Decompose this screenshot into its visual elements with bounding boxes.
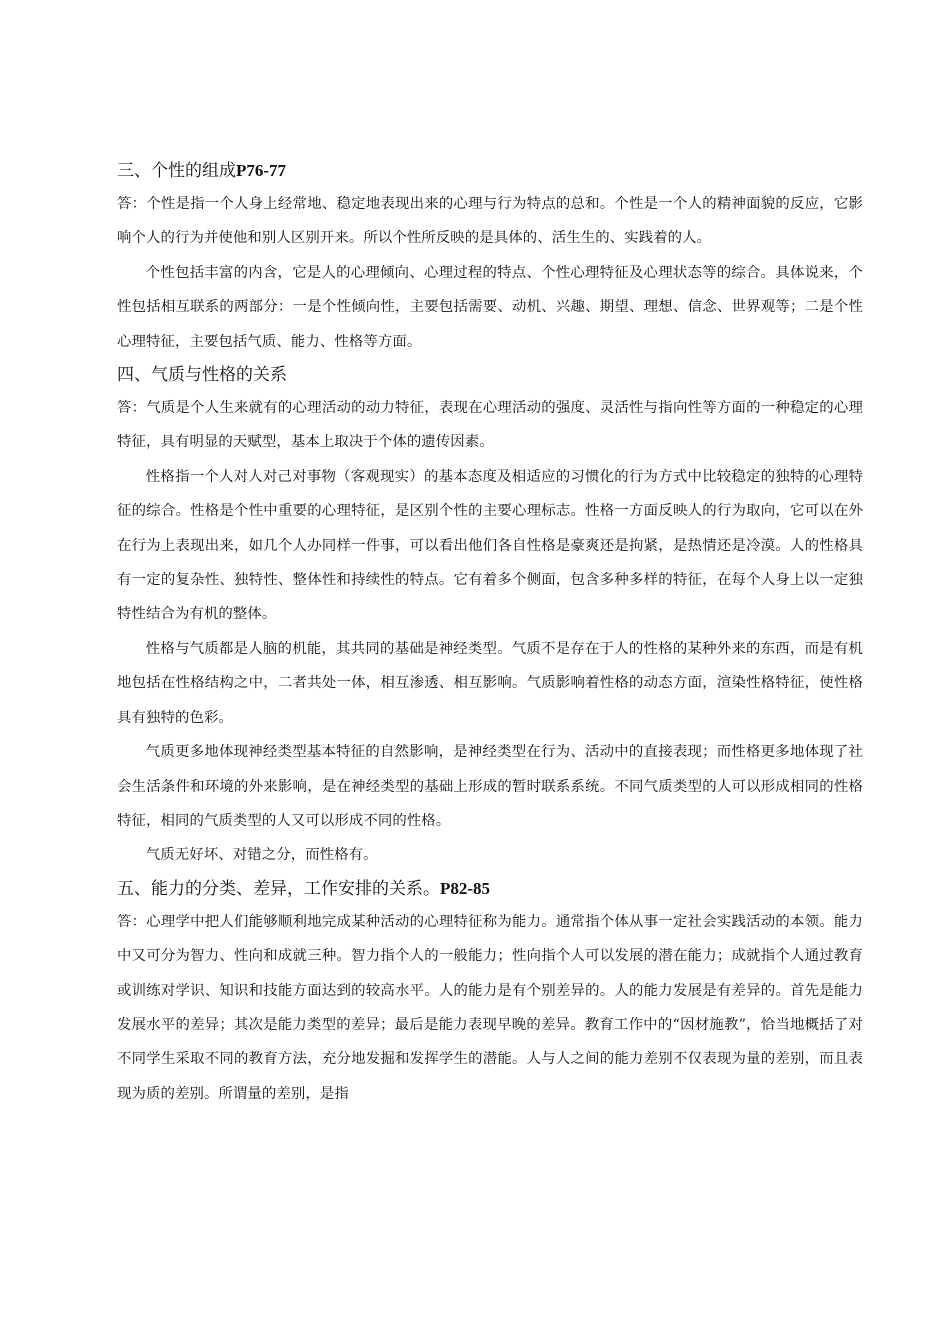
document-page <box>117 155 863 1111</box>
paragraph: 性格与气质都是人脑的机能，其共同的基础是神经类型。气质不是存在于人的性格的某种外来的东西，而是有机地包括在性格结构之中，二者共处一体，相互渗透、相互影响。气质影响着性格的动态方面，渲染性格特征，使性格具有独特的色彩。 <box>117 640 863 726</box>
heading-text: 五、能力的分类、差异，工作安排的关系。 <box>117 878 440 899</box>
paragraph: 答：个性是指一个人身上经常地、稳定地表现出来的心理与行为特点的总和。个性是一个人的精神面貌的反应，它影响个人的行为并使他和别人区别开来。所以个性所反映的是具体的、活生生的、实践着的人。 <box>117 196 863 247</box>
section-heading-temperament-character <box>117 359 863 391</box>
section-heading-ability <box>117 873 863 905</box>
paragraph: 答：气质是个人生来就有的心理活动的动力特征，表现在心理活动的强度、灵活性与指向性等方面的一种稳定的心理特征，具有明显的天赋型，基本上取决于个体的遗传因素。 <box>117 400 863 451</box>
paragraph: 气质更多地体现神经类型基本特征的自然影响，是神经类型在行为、活动中的直接表现；而性格更多地体现了社会生活条件和环境的外来影响，是在神经类型的基础上形成的暂时联系系统。不同气质类型的人可以形成相同的性格特征，相同的气质类型的人又可以形成不同的性格。 <box>117 744 863 829</box>
section-heading-personality-composition <box>117 155 863 187</box>
paragraph: 气质无好坏、对错之分，而性格有。 <box>145 847 378 864</box>
paragraph: 性格指一个人对人对己对事物（客观现实）的基本态度及相适应的习惯化的行为方式中比较稳定的独特的心理特征的综合。性格是个性中重要的心理特征，是区别个性的主要心理标志。性格一方面反映人的行为取向，它可以在外在行为上表现出来，如几个人办同样一件事，可以看出他们各自性格是豪爽还是拘紧，是热情还是冷漠。人的性格具有一定的复杂性、独特性、整体性和持续性的特点。它有着多个侧面，包含多种多样的特征，在每个人身上以一定独特性结合为有机的整体。 <box>117 468 863 623</box>
heading-text: 三、个性的组成 <box>117 161 236 181</box>
page-reference: P76-77 <box>236 161 287 180</box>
paragraph: 个性包括丰富的内含，它是人的心理倾向、心理过程的特点、个性心理特征及心理状态等的综合。具体说来，个性包括相互联系的两部分：一是个性倾向性，主要包括需要、动机、兴趣、期望、理想、信念、世界观等；二是个性心理特征，主要包括气质、能力、性格等方面。 <box>117 264 863 350</box>
page-reference: P82-85 <box>440 878 491 898</box>
heading-text: 四、气质与性格的关系 <box>117 365 287 386</box>
paragraph: 答：心理学中把人们能够顺利地完成某种活动的心理特征称为能力。通常指个体从事一定社会实践活动的本领。能力中又可分为智力、性向和成就三种。智力指个人的一般能力；性向指个人可以发展的潜在能力；成就指个人通过教育或训练对学识、知识和技能方面达到的较高水平。人的能力是有个别差异的。人的能力发展是有差异的。首先是能力发展水平的差异；其次是能力类型的差异；最后是能力表现早晚的差异。教育工作中的“因材施教”，恰当地概括了对不同学生采取不同的教育方法，充分地发掘和发挥学生的潜能。人与人之间的能力差别不仅表现为量的差别，而且表现为质的差别。所谓量的差别，是指 <box>117 913 863 1102</box>
